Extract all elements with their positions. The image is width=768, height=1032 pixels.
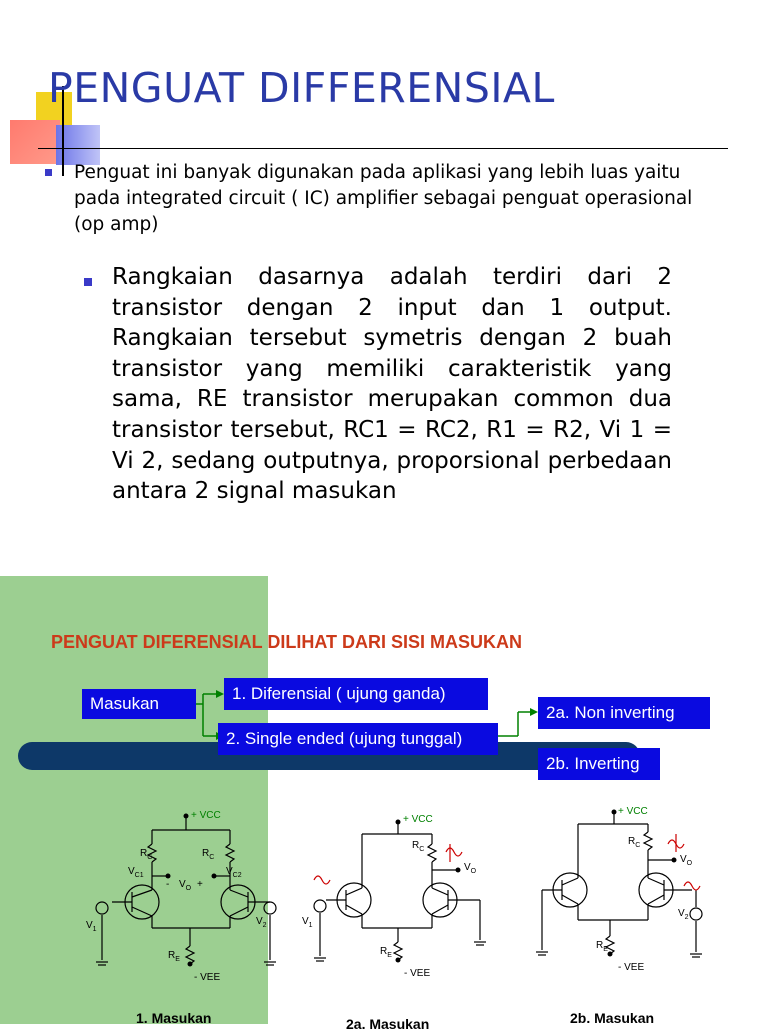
option-single-ended: 2. Single ended (ujung tunggal) <box>218 723 498 755</box>
caption-inverting: 2b. Masukan <box>570 1010 655 1026</box>
label-re: $R_E$ <box>168 950 180 963</box>
label-vee: - VEE <box>618 962 645 973</box>
label-vo: $V_O$ <box>179 879 192 892</box>
label-vcc: + VCC <box>403 814 433 825</box>
label-plus: + <box>197 879 203 890</box>
decor-red-square <box>10 120 60 164</box>
caption-non-inverting: 2a. Masukan <box>346 1016 430 1032</box>
option-non-inverting: 2a. Non inverting <box>538 697 710 729</box>
circuit-non-inverting <box>300 808 500 978</box>
main-paragraph: Rangkaian dasarnya adalah terdiri dari 2 transistor dengan 2 input dan 1 output. Rangkaian tersebut symetris dengan 2 buah transistor yang memiliki carakteristik yang sama, RE transistor merupakan common dua transistor tersebut, RC1 = RC2, R1 = R2, Vi 1 = Vi 2, sedang outputnya, proporsional perbedaan antara 2 signal masukan <box>112 264 672 505</box>
label-vee: - VEE <box>404 968 431 979</box>
option-diferensial: 1. Diferensial ( ujung ganda) <box>224 678 488 710</box>
label-re: $R_E$ <box>596 940 608 953</box>
label-vc2: $V_{C2}$ <box>226 866 242 879</box>
bullet-icon <box>45 169 52 176</box>
label-re: $R_E$ <box>380 946 392 959</box>
label-minus: - <box>166 879 170 890</box>
page-title: PENGUAT DIFFERENSIAL <box>48 64 555 112</box>
option-inverting: 2b. Inverting <box>538 748 660 780</box>
label-vcc: + VCC <box>191 810 221 821</box>
decor-horizontal-line <box>38 148 728 149</box>
label-rc: $R_C$ <box>628 836 641 849</box>
label-vo: $V_O$ <box>680 854 693 867</box>
masukan-box: Masukan <box>82 689 196 719</box>
label-rc: $R_C$ <box>412 840 425 853</box>
label-vo: $V_O$ <box>464 862 477 875</box>
intro-text: Penguat ini banyak digunakan pada aplikasi yang lebih luas yaitu pada integrated circuit ( IC) amplifier sebagai penguat operasional (op amp) <box>74 162 693 235</box>
circuit-inverting <box>528 806 738 976</box>
label-rc1: $R_C$ <box>140 848 153 861</box>
bullet-icon <box>84 278 92 286</box>
label-vcc: + VCC <box>618 806 648 817</box>
label-v2: $V_2$ <box>256 916 267 929</box>
label-rc2: $R_C$ <box>202 848 215 861</box>
slide-subtitle: PENGUAT DIFERENSIAL DILIHAT DARI SISI MASUKAN <box>51 632 523 652</box>
label-v2: $V_2$ <box>678 908 689 921</box>
label-v1: $V_1$ <box>302 916 313 929</box>
label-vee: - VEE <box>194 972 221 983</box>
caption-diferensial: 1. Masukan <box>136 1010 212 1026</box>
label-vc1: $V_{C1}$ <box>128 866 144 879</box>
label-v1: $V_1$ <box>86 920 97 933</box>
